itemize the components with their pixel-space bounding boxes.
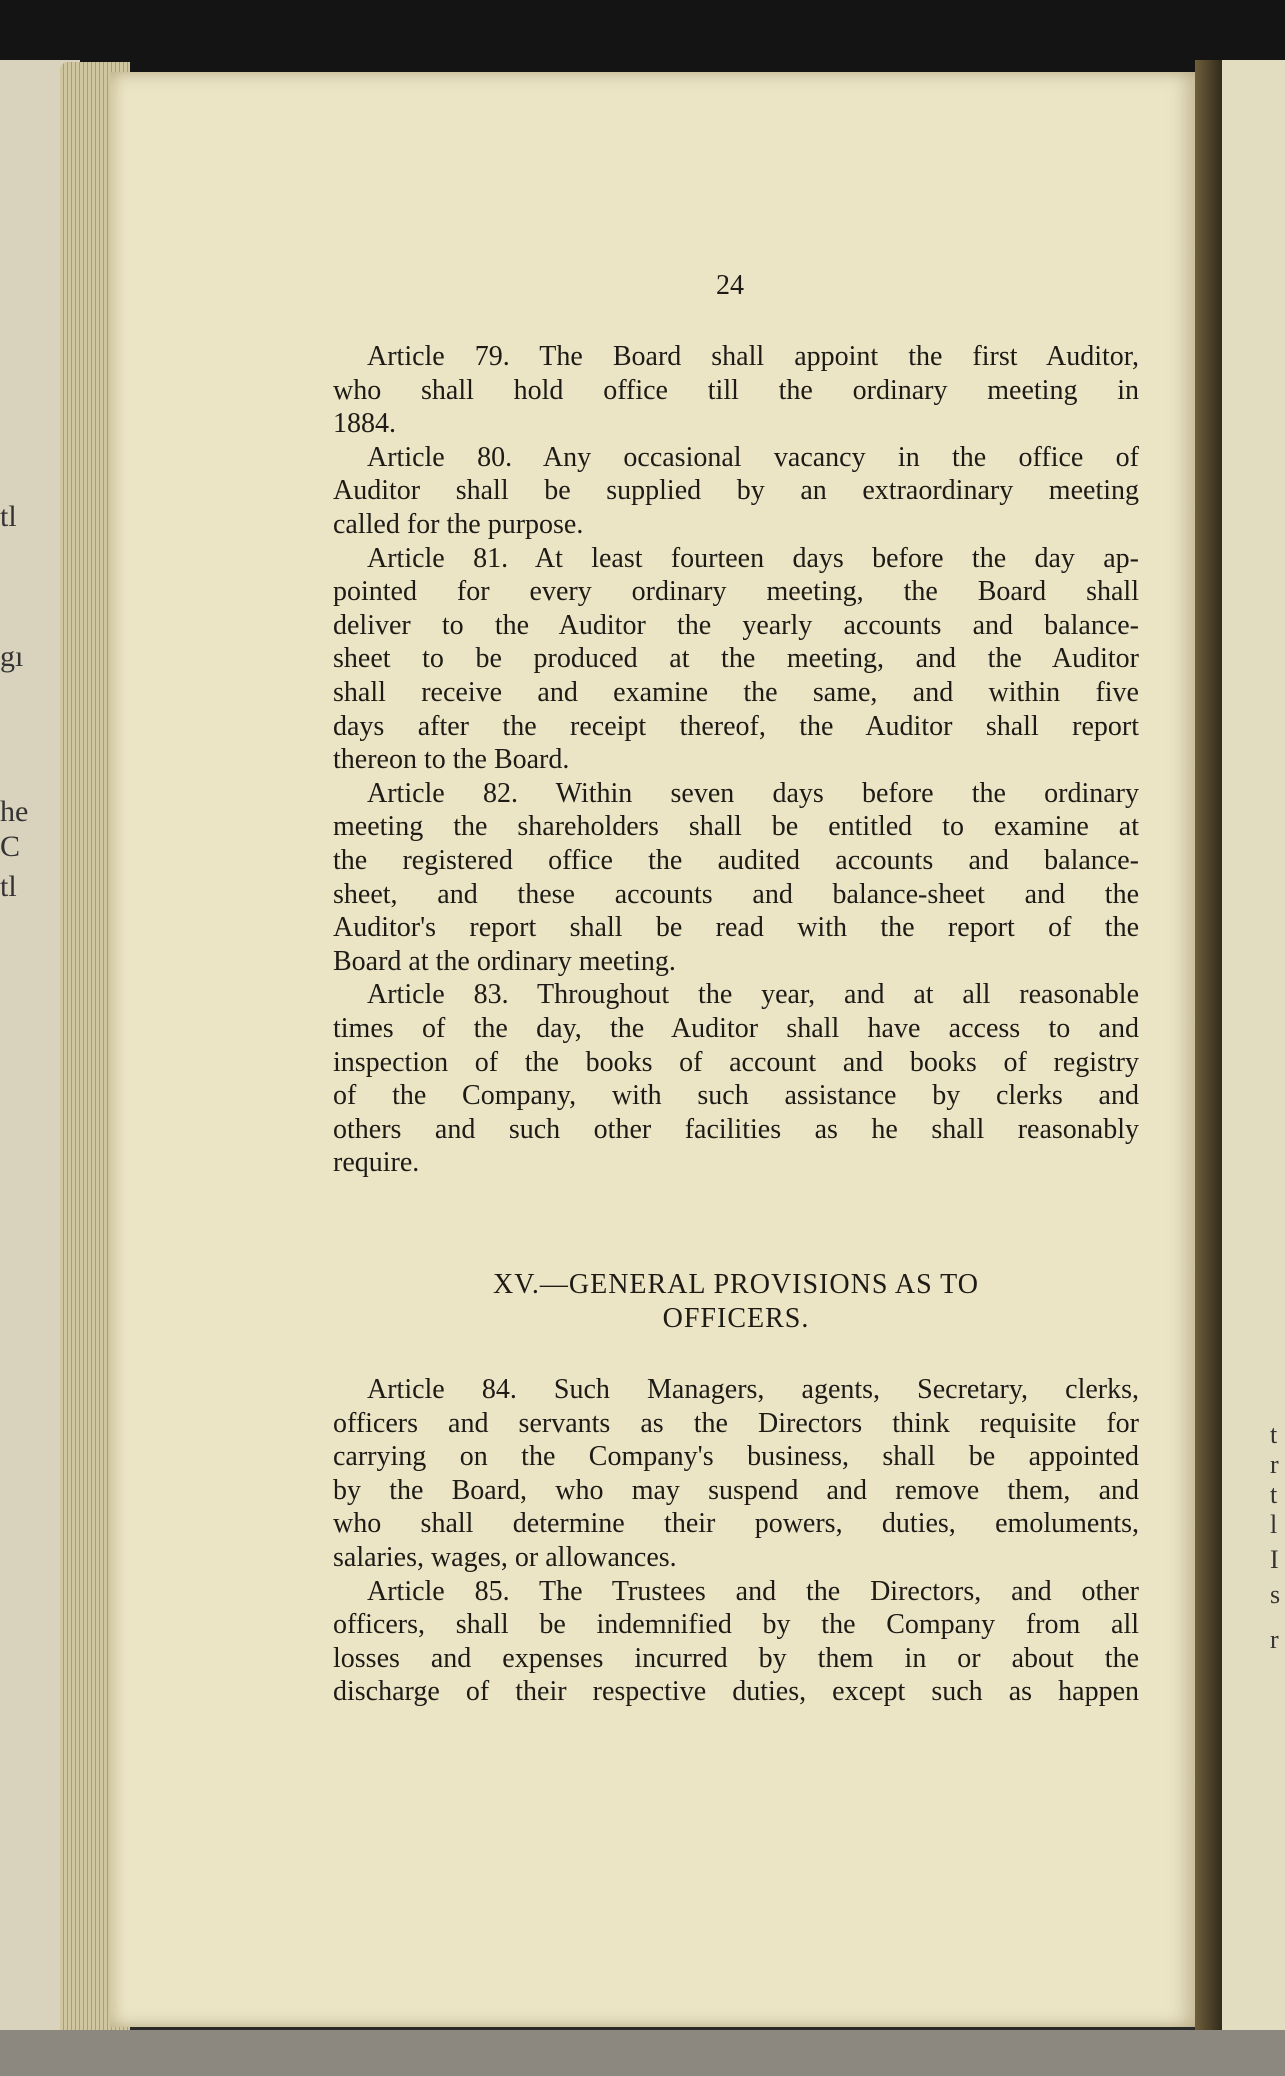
- article-text-line: Article 83. Throughout the year, and at all reasonable: [367, 979, 1139, 1011]
- article-text-line: pointed for every ordinary meeting, the Board shall: [333, 576, 1139, 608]
- scanner-background-top: [0, 0, 1285, 72]
- article-text-line: Article 79. The Board shall appoint the first Auditor,: [367, 341, 1139, 372]
- facing-page-text-fragment: he: [0, 795, 29, 828]
- book-gutter: [1195, 60, 1225, 2040]
- article-text-line: salaries, wages, or allowances.: [333, 1542, 677, 1573]
- section-heading-line-2: OFFICERS.: [662, 1303, 810, 1334]
- article-text-line: who shall hold office till the ordinary meeting in: [333, 374, 1139, 406]
- facing-page-text-fragment: r: [1270, 1625, 1279, 1654]
- article-text-line: meeting the shareholders shall be entitled to examine at: [333, 811, 1139, 843]
- facing-page-text-fragment: r: [1270, 1450, 1279, 1479]
- article-text-line: by the Board, who may suspend and remove them, and: [333, 1474, 1139, 1506]
- article-text-line: called for the purpose.: [333, 509, 584, 540]
- article-text-line: sheet to be produced at the meeting, and the Auditor: [333, 643, 1139, 675]
- article-text-line: others and such other facilities as he shall reasonably: [333, 1113, 1139, 1145]
- article-text-line: Article 85. The Trustees and the Directors, and other: [367, 1575, 1139, 1607]
- article-text-line: losses and expenses incurred by them in or about the: [333, 1642, 1139, 1674]
- facing-page-text-fragment: tl: [0, 870, 17, 903]
- article-text-line: times of the day, the Auditor shall have access to and: [333, 1013, 1139, 1044]
- article-text-line: shall receive and examine the same, and within five: [333, 677, 1139, 708]
- next-page-edge: [1222, 60, 1285, 2040]
- article-text-line: the registered office the audited accounts and balance-: [333, 845, 1139, 876]
- article-text-line: 1884.: [333, 408, 396, 440]
- article-text-line: of the Company, with such assistance by clerks and: [333, 1080, 1139, 1112]
- facing-page-text-fragment: gı: [0, 640, 24, 673]
- article-text-line: officers and servants as the Directors think requisite for: [333, 1407, 1139, 1439]
- page-number: 24: [716, 270, 744, 301]
- article-text-line: Auditor shall be supplied by an extraordinary meeting: [333, 475, 1139, 507]
- article-text-line: carrying on the Company's business, shall be appointed: [333, 1441, 1139, 1473]
- section-heading-line-1: XV.—GENERAL PROVISIONS AS TO: [493, 1269, 979, 1300]
- article-text-line: sheet, and these accounts and balance-sheet and the: [333, 878, 1139, 910]
- article-text-line: Article 80. Any occasional vacancy in the office of: [367, 441, 1139, 473]
- article-text-line: officers, shall be indemnified by the Company from all: [333, 1609, 1139, 1641]
- facing-page-text-fragment: t: [1270, 1420, 1278, 1449]
- article-text-line: Auditor's report shall be read with the report of the: [333, 912, 1139, 944]
- article-text-line: Board at the ordinary meeting.: [333, 945, 676, 977]
- facing-page-text-fragment: t: [1270, 1480, 1278, 1509]
- article-text-line: deliver to the Auditor the yearly accounts and balance-: [333, 609, 1139, 641]
- facing-page-text-fragment: C: [0, 830, 21, 863]
- scanner-background-bottom: [0, 2030, 1285, 2076]
- facing-page-text-fragment: l: [1270, 1510, 1278, 1539]
- article-text-line: Article 82. Within seven days before the ordinary: [367, 777, 1139, 809]
- facing-page-text-fragment: tl: [0, 500, 17, 533]
- article-text-line: require.: [333, 1147, 420, 1179]
- facing-page-text-fragment: s: [1270, 1580, 1281, 1609]
- article-text-line: discharge of their respective duties, except such as happen: [333, 1676, 1139, 1708]
- article-text-line: days after the receipt thereof, the Auditor shall report: [333, 710, 1139, 742]
- article-text-line: who shall determine their powers, duties, emoluments,: [333, 1508, 1139, 1540]
- facing-page-text-fragment: I: [1270, 1545, 1279, 1574]
- article-text-line: Article 84. Such Managers, agents, Secretary, clerks,: [367, 1374, 1139, 1405]
- article-text-line: Article 81. At least fourteen days before the day ap-: [367, 542, 1139, 574]
- article-text-line: thereon to the Board.: [333, 744, 570, 776]
- article-text-line: inspection of the books of account and books of registry: [333, 1046, 1139, 1078]
